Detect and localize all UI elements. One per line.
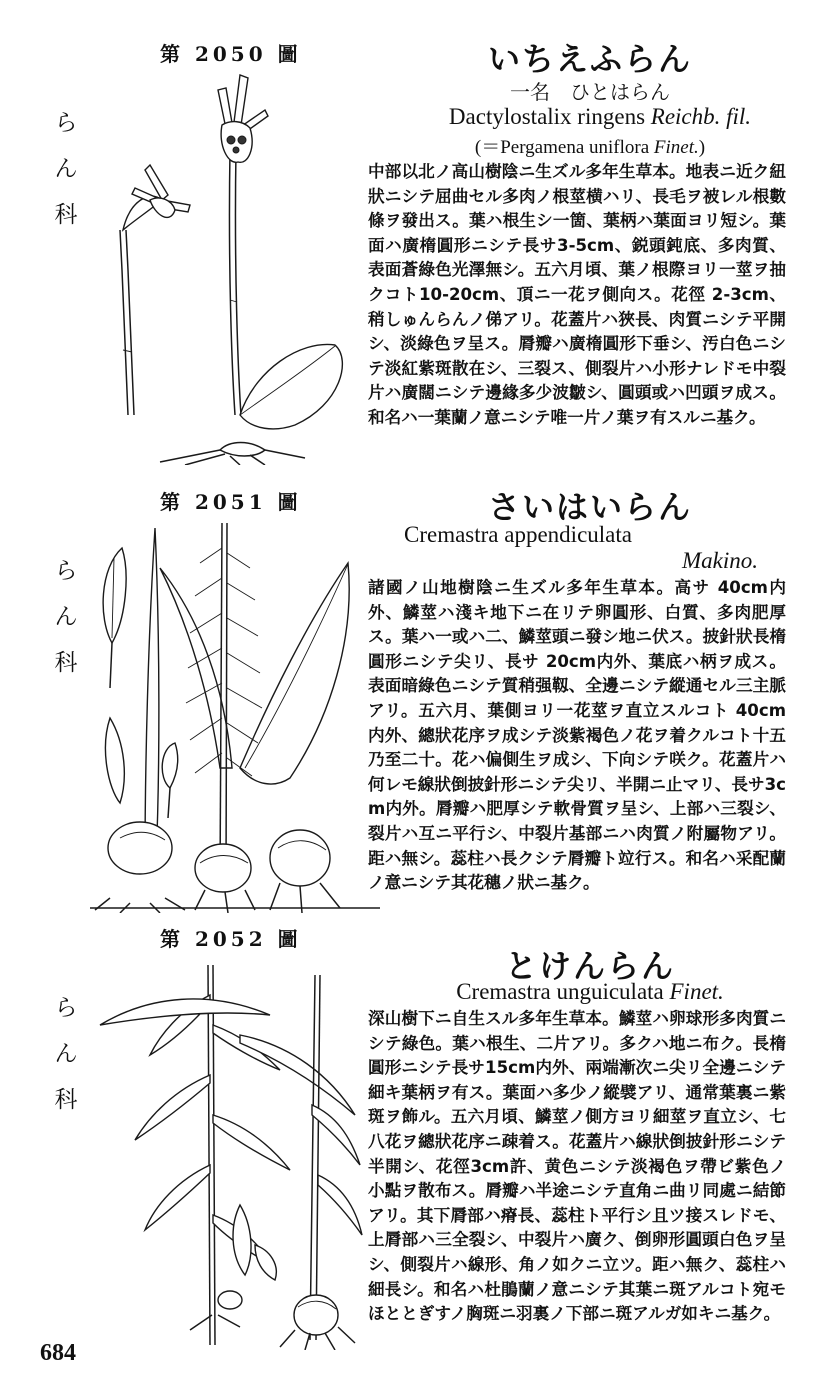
description: 中部以北ノ高山樹陰ニ生ズル多年生草本。地表ニ近ク紐狀ニシテ屈曲セル多肉ノ根莖横ハリ、長毛ヲ被レル根數條ヲ發出ス。葉ハ根生シ一箇、葉柄ハ葉面ヨリ短シ。葉面ハ廣楕圓形ニシテ長サ3-5cm、鋭頭鈍底、多肉質、表面蒼綠色光澤無シ。五六月頃、葉ノ根際ヨリ一莖ヲ抽クコト10-20cm、頂ニ一花ヲ側向ス。花徑 2-3cm、稍しゅんらんノ俤アリ。花蓋片ハ狹長、肉質ニシテ平開シ、淡綠色ヲ呈ス。脣瓣ハ廣楕圓形下垂シ、汚白色ニシテ淡紅紫斑散在シ、三裂ス、側裂片ハ小形ナレドモ中裂片ハ廣闊ニシテ邊緣多少波皺シ、圓頭或ハ凹頭ヲ成ス。和名ハ一葉蘭ノ意ニシテ唯一片ノ葉ヲ有スルニ基ク。 bbox=[368, 162, 786, 427]
figure-number: 第 2050 圖 bbox=[160, 42, 302, 66]
illustration-saihairan bbox=[90, 518, 380, 913]
scientific-name-authority: Reichb. fil. bbox=[650, 104, 752, 129]
family-label: ら ん 科 bbox=[54, 558, 78, 676]
scientific-name-authority bbox=[380, 548, 758, 574]
description: 諸國ノ山地樹陰ニ生ズル多年生草本。高サ 40cm内外、鱗莖ハ淺キ地下ニ在リテ卵圓形、白質、多肉肥厚ス。葉ハ一或ハ二、鱗莖頭ニ發シ地ニ伏ス。披針狀長楕圓形ニシテ尖リ、長サ 20cm内外、葉底ハ柄ヲ成ス。表面暗綠色ニシテ質稍强靱、全邊ニシテ縱通セル三主脈アリ。五六月、葉側ヨリ一花莖ヲ直立スルコト 40cm 内外、總狀花序ヲ成シテ淡紫褐色ノ花ヲ着クルコト十五乃至二十。花ハ偏側生ヲ成シ、下向シテ咲ク。花蓋片ハ何レモ線狀倒披針形ニシテ尖リ、半開ニ止マリ、長サ3cm内外。脣瓣ハ肥厚シテ軟骨質ヲ呈シ、上部ハ三裂シ、裂片ハ互ニ平行シ、中裂片基部ニハ肉質ノ附屬物アリ。距ハ無シ。蕊柱ハ長クシテ脣瓣ト竝行ス。和名ハ采配蘭ノ意ニシテ其花穗ノ狀ニ基ク。 bbox=[368, 578, 786, 893]
entry-2050 bbox=[0, 30, 840, 470]
family-label: ら ん 科 bbox=[54, 110, 78, 228]
scientific-name bbox=[380, 979, 800, 1005]
family-label: ら ん 科 bbox=[54, 995, 78, 1113]
figure-number: 第 2051 圖 bbox=[160, 490, 302, 514]
authority-text: Makino. bbox=[681, 548, 758, 573]
scientific-name-authority: Finet. bbox=[669, 979, 724, 1004]
page-number: 684 bbox=[40, 1340, 76, 1366]
entry-2052 bbox=[0, 915, 840, 1355]
scientific-name-genus-species: Dactylostalix ringens bbox=[448, 104, 646, 129]
synonym-authority: Finet. bbox=[653, 137, 699, 158]
scientific-name: Cremastra appendiculata bbox=[404, 522, 632, 547]
japanese-name: とけんらん bbox=[504, 947, 675, 985]
illustration-ichiefuran bbox=[90, 70, 380, 465]
synonym-name: (＝Pergamena uniflora bbox=[474, 137, 650, 158]
illustration-tokenran bbox=[90, 955, 380, 1350]
scientific-name bbox=[380, 104, 820, 130]
figure-number: 第 2052 圖 bbox=[160, 927, 302, 951]
synonym-close: ) bbox=[698, 137, 706, 158]
alternate-name: 一名 ひとはらん bbox=[510, 80, 670, 104]
entry-2051 bbox=[0, 478, 840, 908]
description: 深山樹下ニ自生スル多年生草本。鱗莖ハ卵球形多肉質ニシテ綠色。葉ハ根生、二片アリ。多クハ地ニ布ク。長楕圓形ニシテ長サ15cm内外、兩端漸次ニ尖リ全邊ニシテ細キ葉柄ヲ有ス。葉面ハ多少ノ縱襞アリ、通常葉裏ニ紫斑ヲ飾ル。五六月頃、鱗莖ノ側方ヨリ細莖ヲ直立シ、七八花ヲ總狀花序ニ疎着ス。花蓋片ハ線狀倒披針形ニシテ半開シ、花徑3cm許、黄色ニシテ淡褐色ヲ帶ビ紫色ノ小點ヲ散布ス。脣瓣ハ半途ニシテ直角ニ曲リ同處ニ結節アリ。其下脣部ハ瘠長、蕊柱ト平行シ且ツ接スレドモ、上脣部ハ三全裂シ、中裂片ハ廣ク、倒卵形圓頭白色ヲ呈シ、側裂片ハ線形、角ノ如クニ立ツ。距ハ無ク、蕊柱ハ細長シ。和名ハ杜鵑蘭ノ意ニシテ其葉ニ斑アルコト宛モほととぎすノ胸斑ニ羽裏ノ下部ニ斑アルガ如キニ基ク。 bbox=[368, 1009, 786, 1324]
scientific-name-genus-species: Cremastra unguiculata bbox=[456, 979, 664, 1004]
synonym bbox=[380, 132, 800, 159]
japanese-name: さいはいらん bbox=[487, 488, 692, 526]
japanese-name: いちえふらん bbox=[487, 40, 692, 78]
